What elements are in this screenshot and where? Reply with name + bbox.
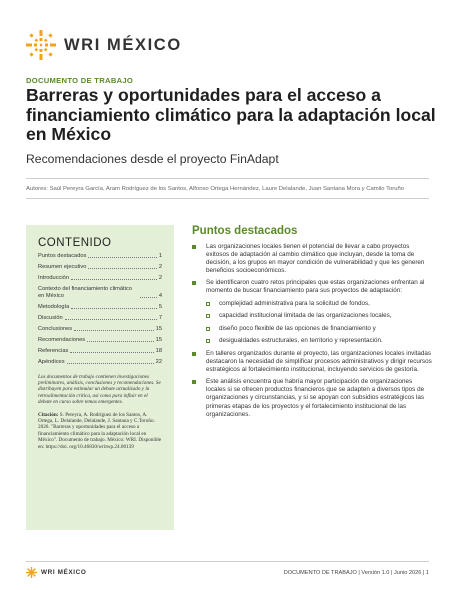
footer-logo [26, 567, 86, 578]
page-subtitle: Recomendaciones desde el proyecto FinAdapt [26, 152, 279, 166]
toc-item[interactable]: Discusión 7 [38, 314, 162, 321]
toc-item[interactable]: Resumen ejecutivo 2 [38, 264, 162, 271]
toc-heading: CONTENIDO [38, 237, 112, 249]
footer-brand: WRI MÉXICO [41, 569, 87, 576]
wri-starburst-icon [26, 567, 37, 578]
highlights-heading: Puntos destacados [192, 225, 298, 237]
page-footer [26, 567, 429, 578]
citation [38, 412, 162, 450]
highlight-item: Este análisis encuentra que habría mayor participación de organizaciones locales si se ofrecen productos financieros que se adapten a diversos tipos de organizaciones y circunstancias, y si se apoyan con subsidios estratégicos las primeras etapas de los proyectos y el fortalecimiento institucional de las organizaciones. [192, 378, 432, 418]
challenge-item: complejidad administrativa para la solicitud de fondos, [192, 300, 432, 308]
square-bullet-icon [192, 352, 196, 356]
challenge-item: capacidad institucional limitada de las organizaciones locales, [192, 312, 432, 320]
square-bullet-icon [192, 281, 196, 285]
square-bullet-icon [192, 245, 196, 249]
square-bullet-icon [192, 380, 196, 384]
toc-item[interactable]: Metodología 5 [38, 303, 162, 310]
footer-meta: DOCUMENTO DE TRABAJO | Versión 1.0 | Junio 2026 | 1 [283, 569, 429, 576]
working-paper-note: Los documentos de trabajo contienen investigaciones preliminares, análisis, conclusiones y recomendaciones. Se distribuyen para estimular un debate actualizado y la retroalimentación crítica, así como para influir en el debate en curso sobre temas emergentes. [38, 373, 161, 406]
document-type: DOCUMENTO DE TRABAJO [26, 76, 134, 85]
highlight-item: En talleres organizados durante el proyecto, las organizaciones locales invitadas destacaron la necesidad de simplificar procesos administrativos y dirigir recursos estratégicos al fortalecimiento institucional, incluyendo servicios de gestoría. [192, 350, 432, 374]
toc-item[interactable]: Apéndices 22 [38, 358, 162, 365]
brand-name: WRI MÉXICO [64, 35, 182, 54]
citation-label: Citación: [38, 411, 59, 418]
citation-text: S. Pereyra, A. Rodríguez de los Santos, A. Ortega, L. Delalande, Delalande, J. Santana y C.Toruño. 2026. "Barreras y oportunidades para el acceso a financiamiento climático para la adaptación local en México". Documento de trabajo. México: WRI. Disponible en: https://doi. org/10.46830/writwp.24.00139 [38, 411, 162, 450]
wri-logo [26, 30, 182, 60]
divider-bottom [26, 198, 429, 199]
authors-line: Autores: Saúl Pereyra García, Aram Rodríguez de los Santos, Alfonso Ortega Hernández, Laure Delalande, Juan Santana Mora y Camilo Toruño [26, 186, 405, 192]
highlight-item: Se identificaron cuatro retos principales que estas organizaciones enfrentan al momento de buscar financiamiento para sus proyectos de adaptación: [192, 279, 432, 295]
toc-item[interactable]: Contexto del financiamiento climático en México 4 [38, 286, 162, 299]
toc-item[interactable]: Introducción 2 [38, 275, 162, 282]
toc-item[interactable]: Recomendaciones 15 [38, 336, 162, 343]
hollow-square-bullet-icon [206, 314, 210, 318]
hollow-square-bullet-icon [206, 327, 210, 331]
wri-starburst-icon [26, 30, 56, 60]
hollow-square-bullet-icon [206, 339, 210, 343]
toc-box [26, 225, 174, 530]
highlight-item: Las organizaciones locales tienen el potencial de llevar a cabo proyectos exitosos de adaptación al cambio climático que incluyan, desde la toma de decisión, a los grupos en mayor condición de vulnerabilidad y que les generen beneficios socioeconómicos. [192, 243, 432, 275]
hollow-square-bullet-icon [206, 302, 210, 306]
page-title: Barreras y oportunidades para el acceso a financiamiento climático para la adaptación local en México [26, 85, 436, 144]
divider-top [26, 178, 429, 179]
highlights-section [192, 225, 432, 423]
toc-item[interactable]: Puntos destacados 1 [38, 253, 162, 260]
footer-divider [26, 561, 429, 562]
challenge-item: desigualdades estructurales, en territorio y representación. [192, 337, 432, 345]
toc-item[interactable]: Referencias 18 [38, 347, 162, 354]
toc-item[interactable]: Conclusiones 15 [38, 325, 162, 332]
challenge-item: diseño poco flexible de las opciones de financiamiento y [192, 325, 432, 333]
